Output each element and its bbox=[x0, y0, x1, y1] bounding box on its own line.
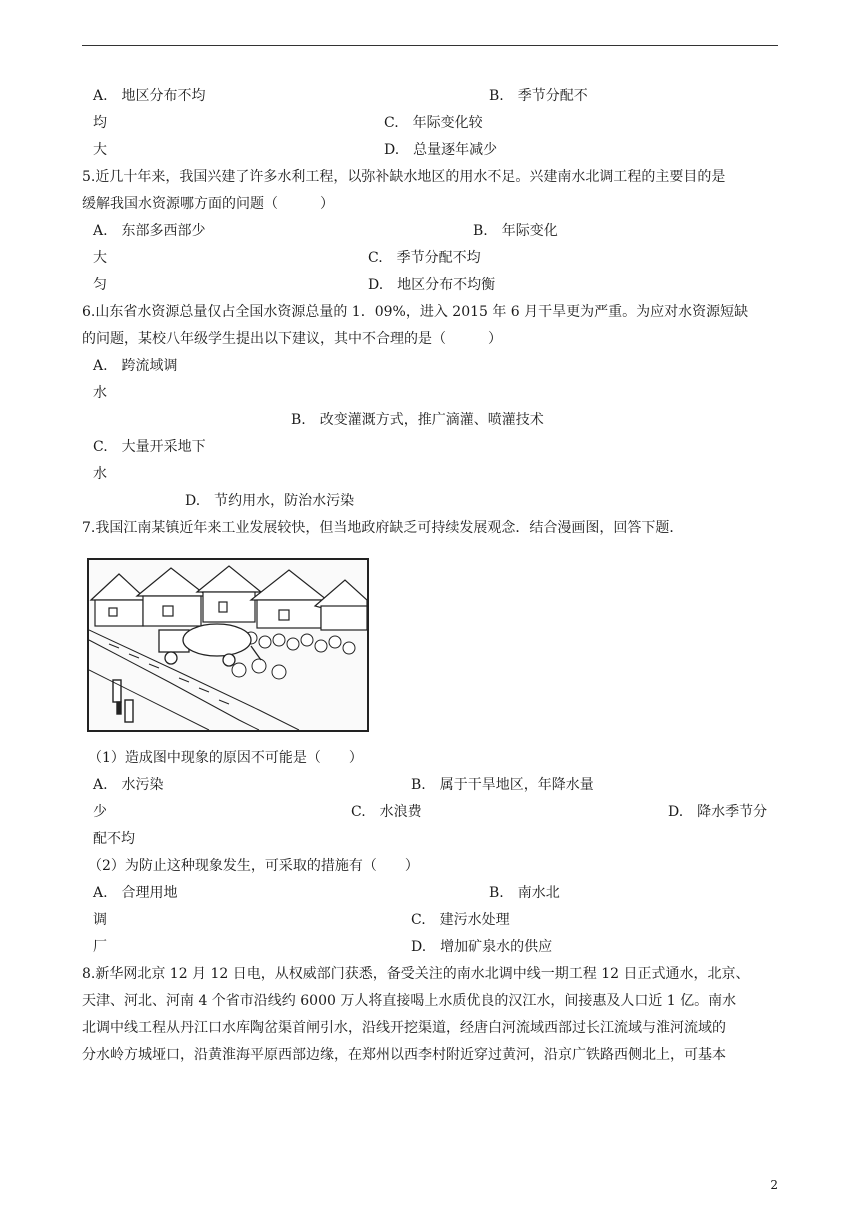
road-edge bbox=[89, 670, 209, 730]
q7-sub2-option-c-cont: 厂 bbox=[93, 939, 107, 955]
q7-sub1-stem: （1）造成图中现象的原因不可能是（ ） bbox=[88, 750, 363, 766]
q4-option-a: A. 地区分布不均 bbox=[93, 88, 206, 104]
q7-sub2-option-b-cont: 调 bbox=[93, 912, 107, 928]
q8-stem-line3: 北调中线工程从丹江口水库陶岔渠首闸引水，沿线开挖渠道，经唐白河流域西部过长江流域与淮河流域的 bbox=[82, 1020, 726, 1036]
q4-option-c-cont: 大 bbox=[93, 142, 107, 158]
q7-sub2-option-a: A. 合理用地 bbox=[93, 885, 178, 901]
cartoon-illustration bbox=[87, 558, 369, 732]
cartoon-drawing bbox=[89, 560, 367, 730]
q4-option-b: B. 季节分配不 bbox=[489, 88, 588, 104]
q7-sub1-option-c: C. 水浪费 bbox=[351, 804, 422, 820]
drain-pipes bbox=[113, 680, 133, 722]
q7-sub2-option-d: D. 增加矿泉水的供应 bbox=[411, 939, 553, 955]
q4-option-d: D. 总量逐年减少 bbox=[384, 142, 498, 158]
q7-sub1-option-b-cont: 少 bbox=[93, 804, 107, 820]
page-number: 2 bbox=[770, 1178, 778, 1192]
water-truck bbox=[159, 624, 261, 666]
q6-option-c-cont: 水 bbox=[93, 466, 107, 482]
q5-stem-line1: 5.近几十年来，我国兴建了许多水利工程，以弥补缺水地区的用水不足。兴建南水北调工程的主要目的是 bbox=[82, 169, 726, 185]
q5-option-c-cont: 匀 bbox=[93, 277, 107, 293]
q4-option-b-cont: 均 bbox=[93, 115, 107, 131]
q7-sub2-option-b: B. 南水北 bbox=[489, 885, 560, 901]
q6-stem-line1: 6.山东省水资源总量仅占全国水资源总量的 1．09%，进入 2015 年 6 月干旱更为严重。为应对水资源短缺 bbox=[82, 304, 749, 320]
q7-sub1-option-a: A. 水污染 bbox=[93, 777, 164, 793]
q6-stem-line2: 的问题，某校八年级学生提出以下建议，其中不合理的是（ ） bbox=[82, 331, 502, 347]
q6-option-a-cont: 水 bbox=[93, 385, 107, 401]
q7-stem: 7.我国江南某镇近年来工业发展较快，但当地政府缺乏可持续发展观念．结合漫画图，回答下题． bbox=[82, 520, 684, 536]
q8-stem-line2: 天津、河北、河南 4 个省市沿线约 6000 万人将直接喝上水质优良的汉江水，间接惠及人口近 1 亿。南水 bbox=[82, 993, 737, 1009]
q5-option-b: B. 年际变化 bbox=[473, 223, 558, 239]
houses bbox=[91, 566, 367, 630]
q7-sub2-stem: （2）为防止这种现象发生，可采取的措施有（ ） bbox=[88, 858, 419, 874]
q5-option-a: A. 东部多西部少 bbox=[93, 223, 206, 239]
header-rule bbox=[82, 45, 778, 46]
q6-option-d: D. 节约用水，防治水污染 bbox=[185, 493, 355, 509]
q6-option-c: C. 大量开采地下 bbox=[93, 439, 206, 455]
q5-option-d: D. 地区分布不均衡 bbox=[368, 277, 496, 293]
q4-option-c: C. 年际变化较 bbox=[384, 115, 483, 131]
q5-option-c: C. 季节分配不均 bbox=[368, 250, 481, 266]
q7-sub1-option-d-cont: 配不均 bbox=[93, 831, 135, 847]
q5-stem-line2: 缓解我国水资源哪方面的问题（ ） bbox=[82, 196, 334, 212]
q6-option-b: B. 改变灌溉方式，推广滴灌、喷灌技术 bbox=[291, 412, 544, 428]
q6-option-a: A. 跨流域调 bbox=[93, 358, 178, 374]
q5-option-b-cont: 大 bbox=[93, 250, 107, 266]
q8-stem-line4: 分水岭方城垭口，沿黄淮海平原西部边缘，在郑州以西李村附近穿过黄河，沿京广铁路西侧北上，可基本 bbox=[82, 1047, 726, 1063]
q7-sub2-option-c: C. 建污水处理 bbox=[411, 912, 510, 928]
q7-sub1-option-b: B. 属于干旱地区，年降水量 bbox=[411, 777, 594, 793]
q8-stem-line1: 8.新华网北京 12 月 12 日电，从权威部门获悉，备受关注的南水北调中线一期工程 12 日正式通水，北京、 bbox=[82, 966, 750, 982]
q7-sub1-option-d: D. 降水季节分 bbox=[668, 804, 768, 820]
